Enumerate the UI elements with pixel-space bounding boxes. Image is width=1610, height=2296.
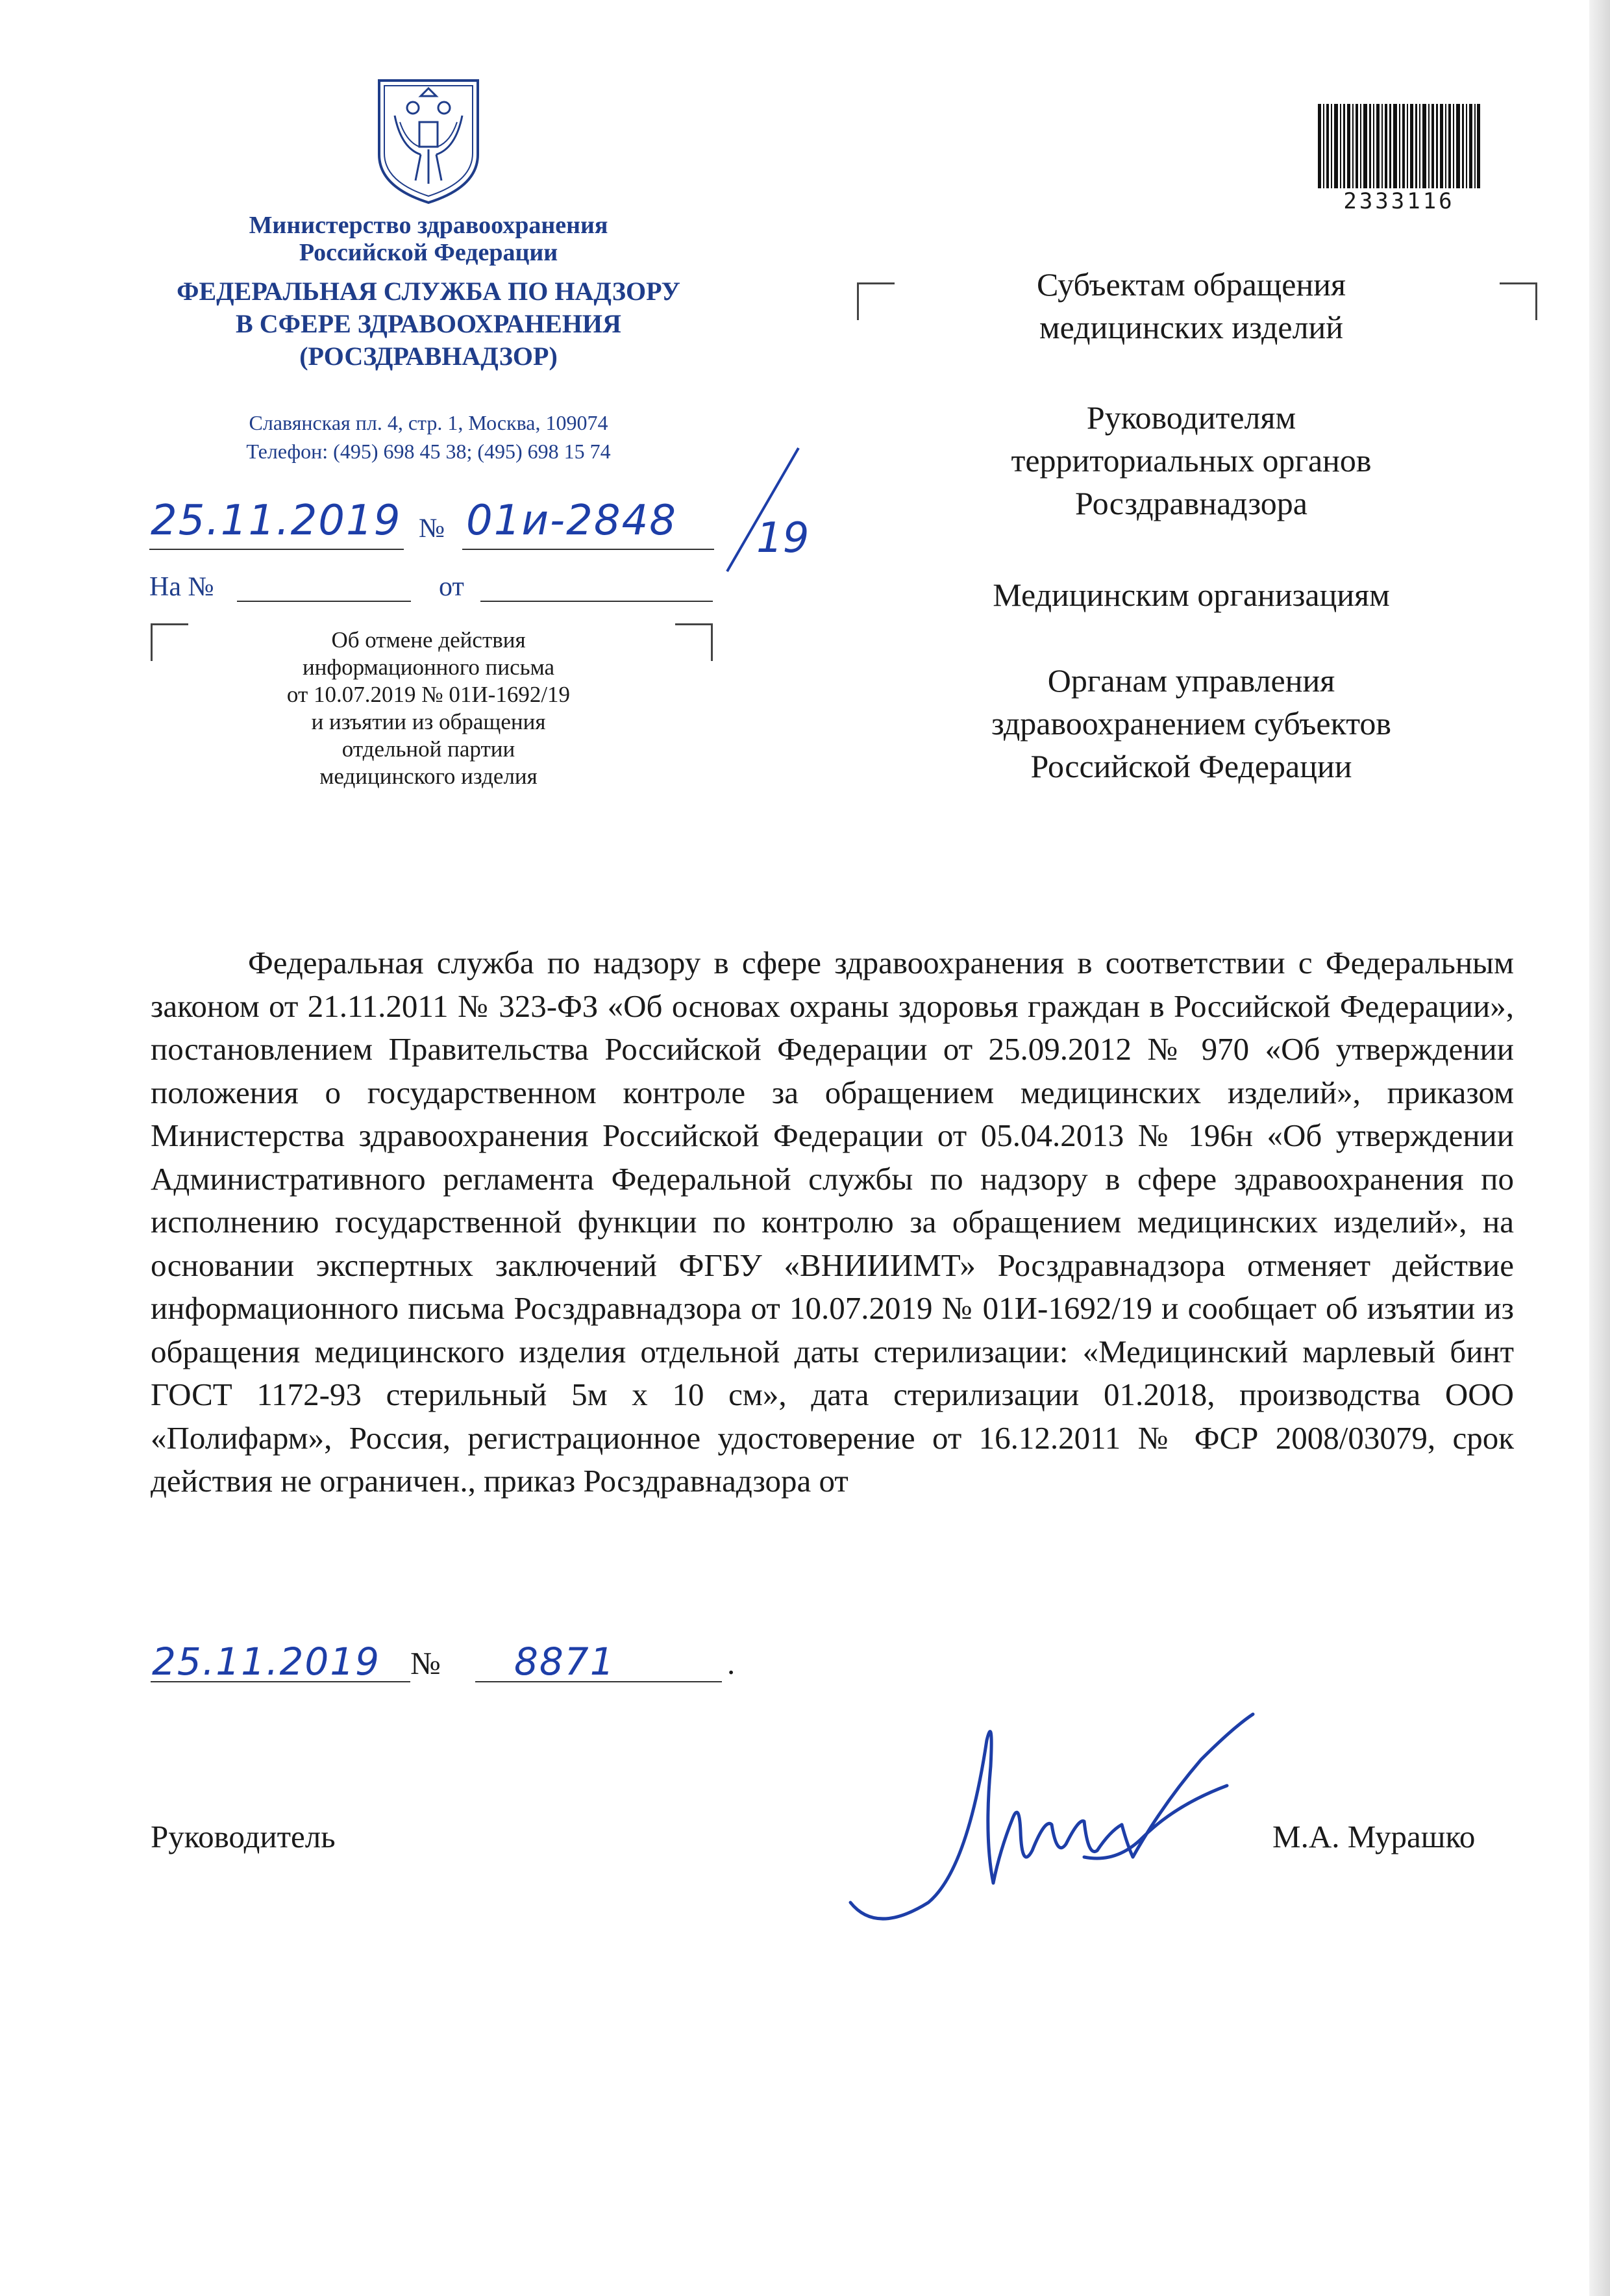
order-number-sign: № xyxy=(410,1645,441,1681)
addressee-line: Руководителям xyxy=(1086,399,1296,436)
addressee-line: медицинских изделий xyxy=(1039,309,1344,345)
coat-of-arms-emblem xyxy=(375,77,482,206)
barcode xyxy=(1318,104,1480,188)
number-suffix-slash xyxy=(701,442,831,597)
addressee-line: территориальных органов xyxy=(1011,442,1372,479)
service-phone: Телефон: (495) 698 45 38; (495) 698 15 74 xyxy=(246,440,611,463)
addressee-line: Субъектам обращения xyxy=(1037,266,1346,303)
number-sign: № xyxy=(419,514,445,543)
letter-number-handwritten: 01и-2848 xyxy=(466,497,677,545)
addressee-line: Российской Федерации xyxy=(1030,748,1352,784)
scan-edge-shadow xyxy=(1589,0,1610,2296)
reply-date-underline xyxy=(480,601,713,602)
subject-bracket-right xyxy=(675,623,713,661)
reply-from-label: от xyxy=(439,572,464,602)
service-address: Славянская пл. 4, стр. 1, Москва, 109074 xyxy=(249,411,608,434)
subject-line: медицинского изделия xyxy=(319,764,538,789)
order-end-period: . xyxy=(727,1645,736,1681)
addressee-bracket-right xyxy=(1500,282,1537,320)
addressee-line: Органам управления xyxy=(1047,662,1335,699)
date-underline xyxy=(149,549,404,550)
subject-line: от 10.07.2019 № 01И-1692/19 xyxy=(286,682,571,707)
subject-line: и изъятии из обращения xyxy=(311,709,546,734)
ministry-name-line1: Министерство здравоохранения xyxy=(249,212,608,239)
addressee-block-4 xyxy=(896,659,1487,788)
reply-number-underline xyxy=(237,601,411,602)
order-reference-line xyxy=(151,1640,1514,1690)
letter-subject xyxy=(195,627,662,790)
signatory-name: М.А. Мурашко xyxy=(1272,1819,1476,1854)
subject-line: Об отмене действия xyxy=(331,627,526,653)
order-number-handwritten: 8871 xyxy=(514,1640,615,1684)
service-name-line2: В СФЕРЕ ЗДРАВООХРАНЕНИЯ xyxy=(236,309,621,338)
number-underline xyxy=(462,549,714,550)
subject-bracket-left xyxy=(151,623,188,661)
subject-line: информационного письма xyxy=(302,655,555,680)
addressee-line: здравоохранением субъектов xyxy=(991,705,1392,742)
barcode-number: 2333116 xyxy=(1343,188,1455,214)
service-name-line3: (РОСЗДРАВНАДЗОР) xyxy=(299,342,558,371)
addressee-bracket-left xyxy=(857,282,895,320)
service-name-line1: ФЕДЕРАЛЬНАЯ СЛУЖБА ПО НАДЗОРУ xyxy=(177,277,680,306)
handwritten-signature xyxy=(837,1688,1279,1961)
addressee-block-1 xyxy=(896,263,1487,349)
order-date-handwritten: 25.11.2019 xyxy=(152,1640,381,1684)
ministry-name-line2: Российской Федерации xyxy=(299,239,558,266)
reply-number-label: На № xyxy=(149,572,214,602)
addressee-line: Медицинским организациям xyxy=(993,577,1390,613)
addressee-block-2 xyxy=(896,396,1487,525)
letter-body-paragraph: Федеральная служба по надзору в сфере здравоохранения в соответствии с Федеральным законом от 21.11.2011 № 323-ФЗ «Об основах охраны здоровья граждан в Российской Федерации», постановлением Правительства Российской Федерации от 25.09.2012 № 970 «Об утверждении положения о государственном контроле за обращением медицинских изделий», приказом Министерства здравоохранения Российской Федерации от 05.04.2013 № 196н «Об утверждении Административного регламента Федеральной службы по надзору в сфере здравоохранения по исполнению государственной функции по контролю за обращением медицинских изделий», на основании экспертных заключений ФГБУ «ВНИИИМТ» Росздравнадзора отменяет действие информационного письма Росздравнадзора от 10.07.2019 № 01И-1692/19 и сообщает об изъятии из обращения медицинского изделия отдельной даты стерилизации: «Медицинский марлевый бинт ГОСТ 1172-93 стерильный 5м х 10 см», дата стерилизации 01.2018, производства ООО «Полифарм», Россия, регистрационное удостоверение от 16.12.2011 № ФСР 2008/03079, срок действия не ограничен., приказ Росздравнадзора от xyxy=(151,945,1514,1499)
addressee-block-3 xyxy=(896,573,1487,616)
number-suffix-handwritten: 19 xyxy=(756,514,810,562)
subject-line: отдельной партии xyxy=(341,736,515,762)
addressee-line: Росздравнадзора xyxy=(1075,485,1307,521)
signatory-position: Руководитель xyxy=(151,1819,336,1854)
letter-date-handwritten: 25.11.2019 xyxy=(151,497,402,545)
